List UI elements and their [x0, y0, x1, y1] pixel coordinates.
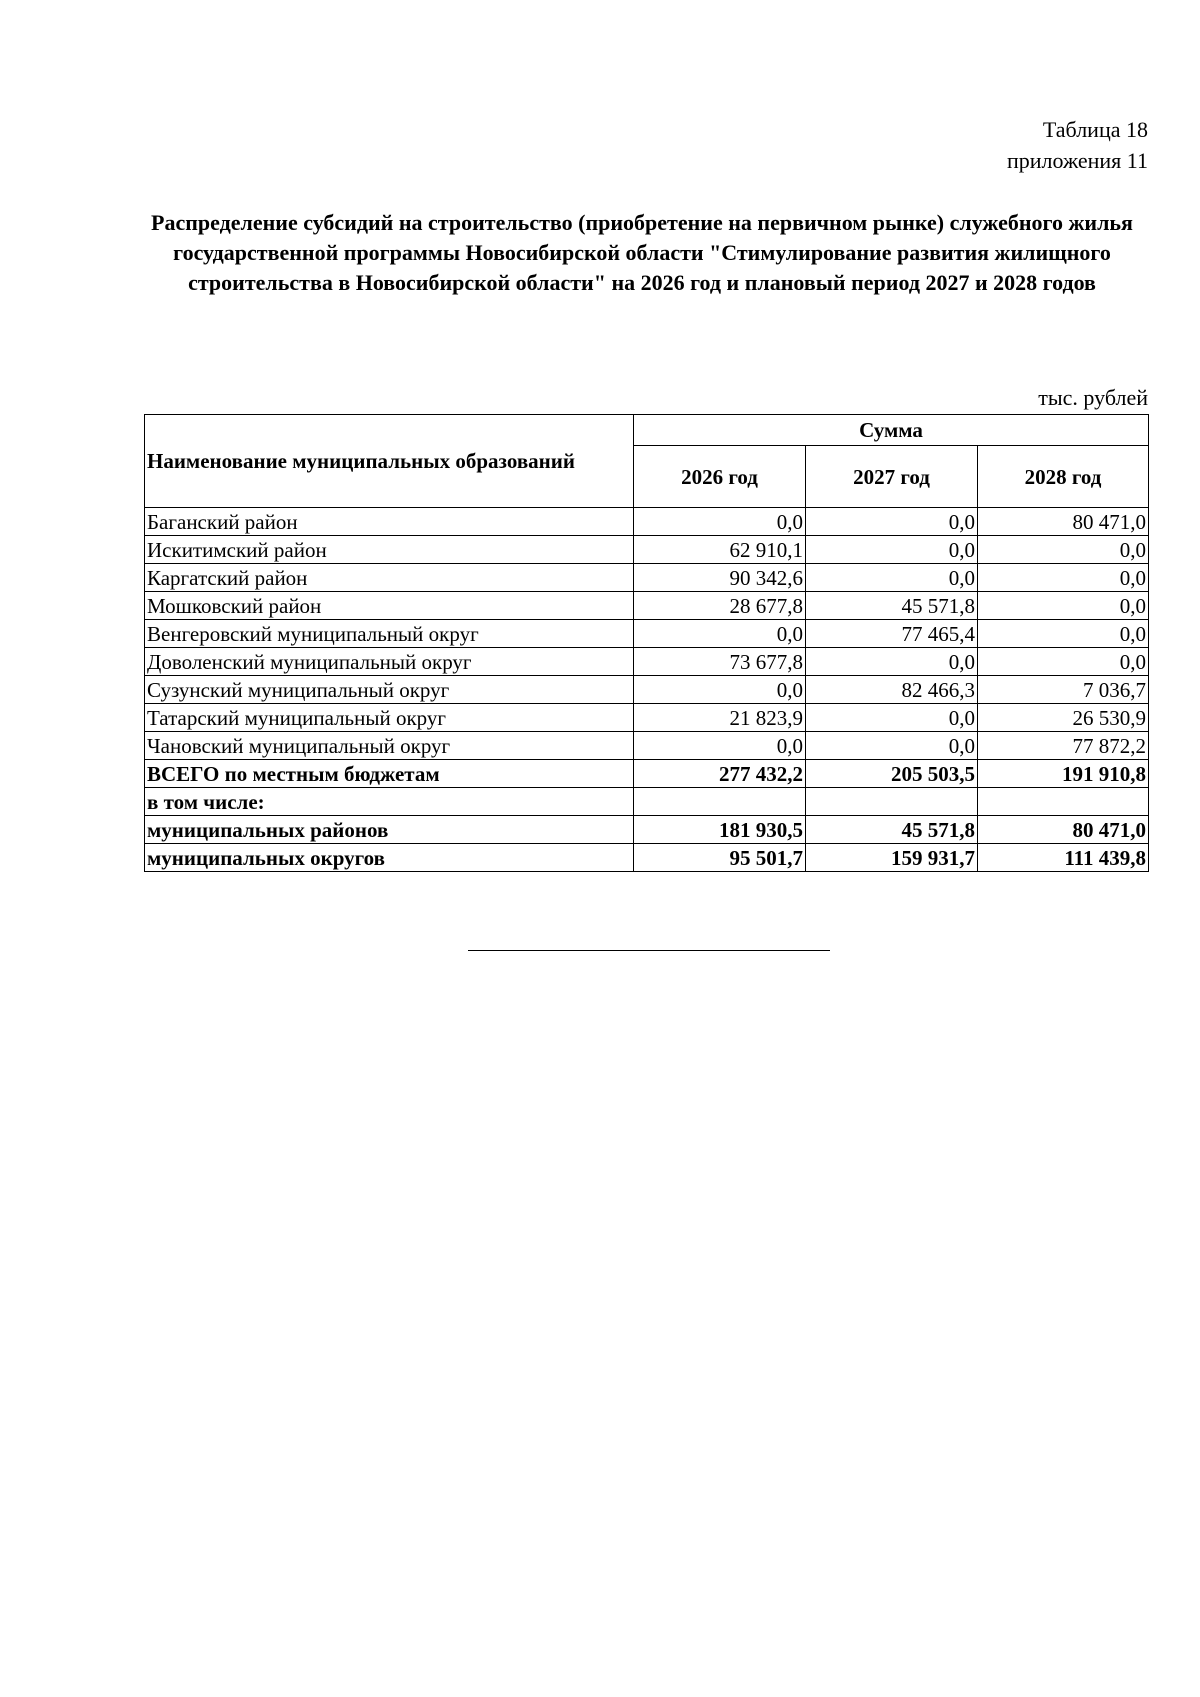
cell-name: ВСЕГО по местным бюджетам — [145, 760, 634, 788]
table-row — [145, 564, 1149, 592]
cell-2028: 0,0 — [978, 564, 1149, 592]
cell-2027: 0,0 — [806, 564, 978, 592]
column-header-name: Наименование муниципальных образований — [145, 415, 634, 508]
table-row — [145, 760, 1149, 788]
cell-name: в том числе: — [145, 788, 634, 816]
table-reference — [1007, 114, 1148, 176]
cell-2027 — [806, 788, 978, 816]
cell-name: Искитимский район — [145, 536, 634, 564]
cell-2028: 111 439,8 — [978, 844, 1149, 872]
cell-2028: 0,0 — [978, 620, 1149, 648]
cell-name: муниципальных округов — [145, 844, 634, 872]
cell-name: Татарский муниципальный округ — [145, 704, 634, 732]
cell-name: Каргатский район — [145, 564, 634, 592]
cell-2027: 77 465,4 — [806, 620, 978, 648]
cell-2027: 0,0 — [806, 704, 978, 732]
cell-2026: 0,0 — [634, 508, 806, 536]
cell-2027: 45 571,8 — [806, 816, 978, 844]
units-label: тыс. рублей — [1038, 385, 1148, 410]
cell-2026: 0,0 — [634, 676, 806, 704]
cell-2026: 95 501,7 — [634, 844, 806, 872]
table-row — [145, 676, 1149, 704]
cell-2026: 0,0 — [634, 620, 806, 648]
column-header-sum: Сумма — [634, 415, 1149, 446]
cell-2027: 45 571,8 — [806, 592, 978, 620]
cell-2028: 0,0 — [978, 648, 1149, 676]
cell-2028 — [978, 788, 1149, 816]
cell-2027: 0,0 — [806, 536, 978, 564]
cell-2027: 0,0 — [806, 732, 978, 760]
cell-name: Венгеровский муниципальный округ — [145, 620, 634, 648]
column-header-2026: 2026 год — [634, 446, 806, 508]
cell-2026: 62 910,1 — [634, 536, 806, 564]
table-row — [145, 816, 1149, 844]
cell-name: муниципальных районов — [145, 816, 634, 844]
table-row — [145, 592, 1149, 620]
table-row — [145, 704, 1149, 732]
cell-2028: 80 471,0 — [978, 816, 1149, 844]
cell-2027: 0,0 — [806, 508, 978, 536]
table-row — [145, 648, 1149, 676]
appendix-label: приложения 11 — [1006, 148, 1148, 173]
table-body — [145, 508, 1149, 872]
table-row — [145, 788, 1149, 816]
cell-2028: 26 530,9 — [978, 704, 1149, 732]
cell-2026: 0,0 — [634, 732, 806, 760]
table-row — [145, 732, 1149, 760]
cell-2028: 80 471,0 — [978, 508, 1149, 536]
cell-2026: 90 342,6 — [634, 564, 806, 592]
cell-2028: 191 910,8 — [978, 760, 1149, 788]
cell-2027: 205 503,5 — [806, 760, 978, 788]
table-number-label: Таблица 18 — [1042, 117, 1148, 142]
document-title: Распределение субсидий на строительство (приобретение на первичном рынке) служебного жилья государственной программы Новосибирской области "Стимулирование развития жилищного строительства в Новосибирской области" на 2026 год и плановый период 2027 и 2028 годов — [151, 210, 1133, 295]
cell-2028: 0,0 — [978, 592, 1149, 620]
cell-2026: 21 823,9 — [634, 704, 806, 732]
cell-name: Баганский район — [145, 508, 634, 536]
cell-2026: 28 677,8 — [634, 592, 806, 620]
cell-2028: 7 036,7 — [978, 676, 1149, 704]
table-row — [145, 620, 1149, 648]
cell-2026 — [634, 788, 806, 816]
subsidy-table — [144, 414, 1149, 872]
column-header-2027: 2027 год — [806, 446, 978, 508]
cell-2026: 181 930,5 — [634, 816, 806, 844]
footer-divider — [468, 950, 830, 951]
cell-2026: 277 432,2 — [634, 760, 806, 788]
cell-2026: 73 677,8 — [634, 648, 806, 676]
cell-2027: 82 466,3 — [806, 676, 978, 704]
table-row — [145, 844, 1149, 872]
table-row — [145, 536, 1149, 564]
cell-name: Доволенский муниципальный округ — [145, 648, 634, 676]
cell-name: Чановский муниципальный округ — [145, 732, 634, 760]
cell-2028: 0,0 — [978, 536, 1149, 564]
cell-2027: 159 931,7 — [806, 844, 978, 872]
table-row — [145, 508, 1149, 536]
cell-name: Мошковский район — [145, 592, 634, 620]
cell-name: Сузунский муниципальный округ — [145, 676, 634, 704]
column-header-2028: 2028 год — [978, 446, 1149, 508]
cell-2028: 77 872,2 — [978, 732, 1149, 760]
cell-2027: 0,0 — [806, 648, 978, 676]
